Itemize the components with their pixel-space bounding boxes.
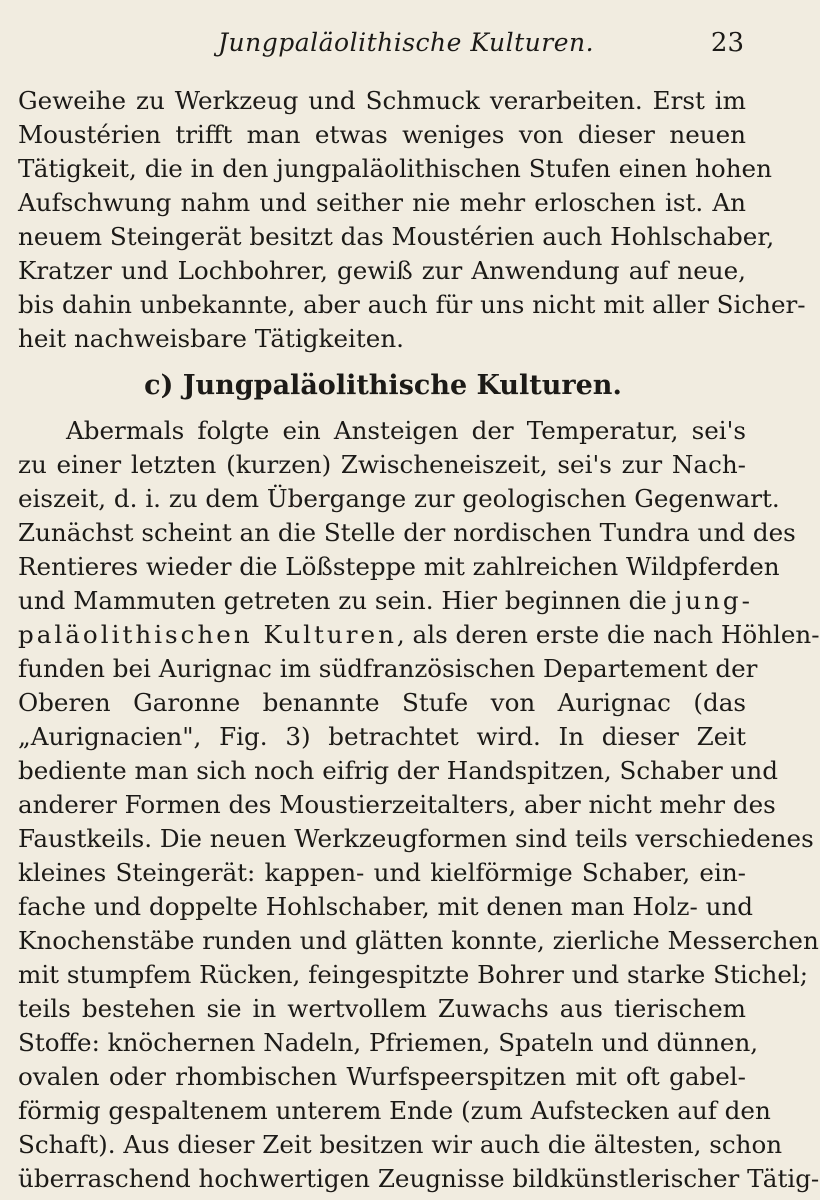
text-line: Faustkeils. Die neuen Werkzeugformen sind teils verschiedenes <box>18 824 814 853</box>
text-line: Stoffe: knöchernen Nadeln, Pfriemen, Spateln und dünnen, <box>18 1028 759 1057</box>
text-line: ovalen oder rhombischen Wurfspeerspitzen mit oft gabel- <box>18 1062 746 1091</box>
text-line: Zunächst scheint an die Stelle der nordischen Tundra und des <box>18 518 796 547</box>
paragraph-1 <box>18 84 806 356</box>
spaced-text: jung- <box>674 586 753 615</box>
text-line <box>18 618 820 652</box>
text-line: teils bestehen sie in wertvollem Zuwachs aus tierischem <box>18 994 746 1023</box>
text-line: Schaft). Aus dieser Zeit besitzen wir auch die ältesten, schon <box>18 1130 783 1159</box>
text-line: bediente man sich noch eifrig der Handspitzen, Schaber und <box>18 756 778 785</box>
text-line: anderer Formen des Moustierzeitalters, aber nicht mehr des <box>18 790 776 819</box>
text-line: Knochenstäbe runden und glätten konnte, zierliche Messerchen <box>18 926 819 955</box>
section-heading: c) Jungpaläolithische Kulturen. <box>144 370 622 401</box>
text-line: heit nachweisbare Tätigkeiten. <box>18 324 404 353</box>
text-line: Geweihe zu Werkzeug und Schmuck verarbeiten. Erst im <box>18 86 746 115</box>
text-line: Tätigkeit, die in den jungpaläolithischen Stufen einen hohen <box>18 154 772 183</box>
text-run: und Mammuten getreten zu sein. Hier beginnen die <box>18 586 667 615</box>
text-line: Aufschwung nahm und seither nie mehr erloschen ist. An <box>18 188 746 217</box>
text-line: bis dahin unbekannte, aber auch für uns nicht mit aller Sicher- <box>18 290 806 319</box>
text-line: funden bei Aurignac im südfranzösischen Departement der <box>18 654 758 683</box>
text-line <box>18 584 753 618</box>
text-line: „Aurignacien", Fig. 3) betrachtet wird. In dieser Zeit <box>18 722 746 751</box>
spaced-text: paläolithischen Kulturen <box>18 620 397 649</box>
text-line: Oberen Garonne benannte Stufe von Aurignac (das <box>18 688 746 717</box>
text-line: Kratzer und Lochbohrer, gewiß zur Anwendung auf neue, <box>18 256 746 285</box>
running-head <box>0 28 766 68</box>
text-line: Moustérien trifft man etwas weniges von dieser neuen <box>18 120 746 149</box>
page-number: 23 <box>710 28 744 58</box>
paragraph-2 <box>18 414 820 1196</box>
text-line: fache und doppelte Hohlschaber, mit denen man Holz- und <box>18 892 754 921</box>
text-line: neuem Steingerät besitzt das Moustérien auch Hohlschaber, <box>18 222 775 251</box>
text-line: kleines Steingerät: kappen- und kielförmige Schaber, ein- <box>18 858 746 887</box>
running-title: Jungpaläolithische Kulturen. <box>218 28 595 57</box>
text-line: Rentieres wieder die Lößsteppe mit zahlreichen Wildpferden <box>18 552 780 581</box>
text-line: mit stumpfem Rücken, feingespitzte Bohrer und starke Stichel; <box>18 960 809 989</box>
text-line: förmig gespaltenem unterem Ende (zum Aufstecken auf den <box>18 1096 771 1125</box>
text-line: zu einer letzten (kurzen) Zwischeneiszeit, sei's zur Nach- <box>18 450 746 479</box>
text-line: überraschend hochwertigen Zeugnisse bildkünstlerischer Tätig- <box>18 1164 820 1193</box>
text-line: Abermals folgte ein Ansteigen der Temperatur, sei's <box>66 416 746 445</box>
text-line: eiszeit, d. i. zu dem Übergange zur geologischen Gegenwart. <box>18 484 780 513</box>
text-run: , als deren erste die nach Höhlen- <box>396 620 820 649</box>
